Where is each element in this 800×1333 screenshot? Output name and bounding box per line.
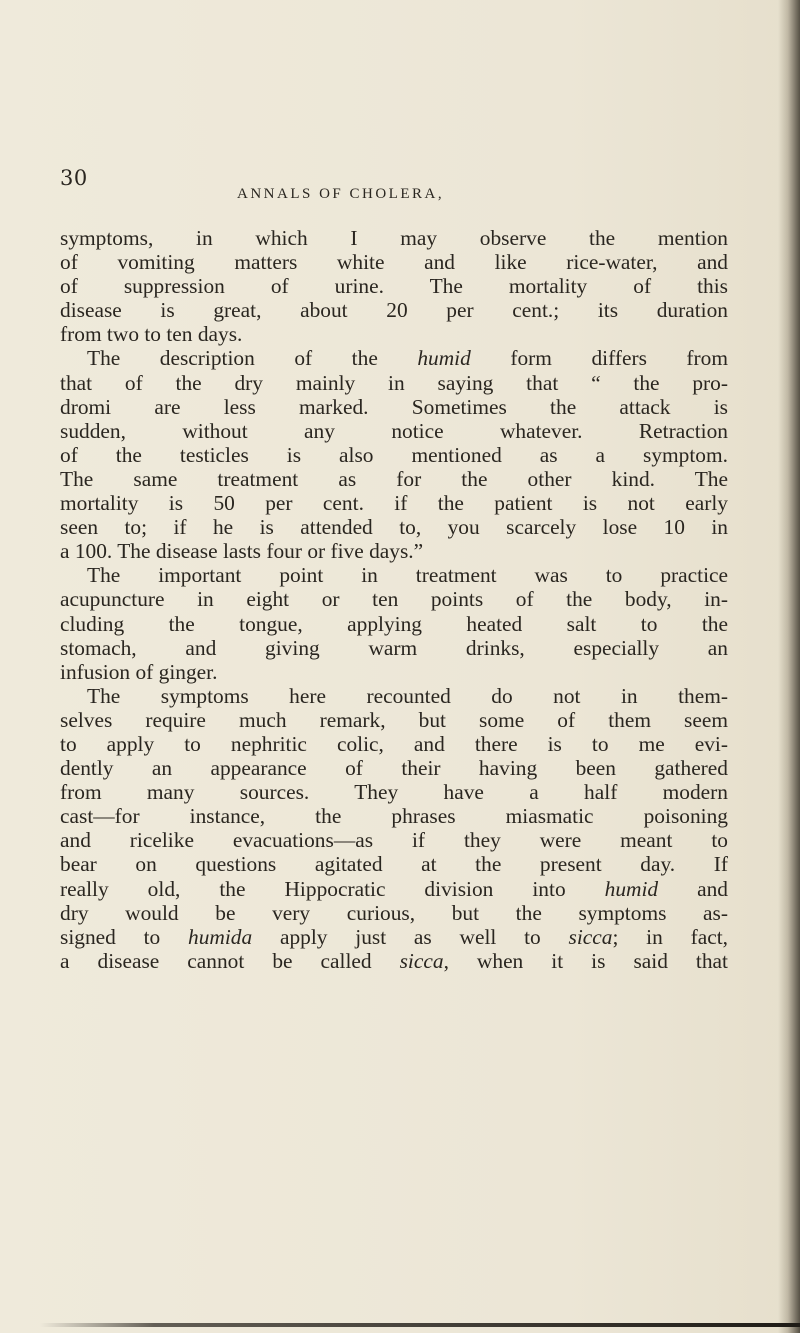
text-line: seen to; if he is attended to, you scarcely lose 10 in	[60, 515, 728, 540]
text-line: from many sources. They have a half modern	[60, 780, 728, 805]
text-line: of suppression of urine. The mortality of this	[60, 274, 728, 299]
text-line: that of the dry mainly in saying that “ the pro-	[60, 370, 728, 395]
text-line: The same treatment as for the other kind. The	[60, 466, 728, 491]
text-line: signed to humida apply just as well to sicca; in fact,	[60, 924, 728, 949]
body-text	[60, 226, 728, 973]
text-line: sudden, without any notice whatever. Retraction	[60, 418, 728, 443]
text-line: selves require much remark, but some of them seem	[60, 707, 728, 732]
text-line: and ricelike evacuations—as if they were meant to	[60, 828, 728, 853]
text-line: dromi are less marked. Sometimes the attack is	[60, 394, 728, 419]
italic-term: humida	[188, 924, 253, 949]
page-header	[60, 166, 760, 202]
text-line: of vomiting matters white and like rice-water, and	[60, 250, 728, 275]
text-line: infusion of ginger.	[60, 659, 218, 684]
paragraph-start-line: The symptoms here recounted do not in them-	[87, 683, 728, 708]
italic-term: sicca	[399, 948, 444, 973]
spine-shadow	[778, 0, 800, 1333]
italic-term: sicca	[568, 924, 613, 949]
text-line: of the testicles is also mentioned as a symptom.	[60, 442, 728, 467]
text-line: mortality is 50 per cent. if the patient is not early	[60, 491, 728, 516]
text-line: cast—for instance, the phrases miasmatic poisoning	[60, 804, 728, 829]
paragraph-start-line: The description of the humid form differs from	[87, 346, 728, 371]
text-line: bear on questions agitated at the present day. If	[60, 852, 728, 877]
italic-term: humid	[604, 876, 659, 901]
text-line: to apply to nephritic colic, and there is to me evi-	[60, 731, 728, 756]
text-line: symptoms, in which I may observe the mention	[60, 226, 728, 250]
italic-term: humid	[417, 346, 471, 371]
text-line: from two to ten days.	[60, 322, 243, 347]
paragraph-start-line: The important point in treatment was to practice	[87, 563, 728, 588]
text-line: dently an appearance of their having been gathered	[60, 756, 728, 781]
text-line: a disease cannot be called sicca, when it is said that	[60, 948, 728, 973]
running-head: ANNALS OF CHOLERA,	[237, 186, 445, 202]
bottom-edge-shadow	[40, 1323, 800, 1327]
text-line: a 100. The disease lasts four or five days.”	[60, 539, 424, 564]
text-line: stomach, and giving warm drinks, especially an	[60, 635, 728, 660]
text-line: really old, the Hippocratic division into humid and	[60, 876, 729, 901]
text-line: dry would be very curious, but the symptoms as-	[60, 900, 728, 925]
page-number: 30	[60, 166, 88, 190]
text-line: acupuncture in eight or ten points of the body, in-	[60, 587, 728, 612]
text-line: cluding the tongue, applying heated salt to the	[60, 611, 728, 636]
text-line: disease is great, about 20 per cent.; its duration	[60, 298, 728, 323]
